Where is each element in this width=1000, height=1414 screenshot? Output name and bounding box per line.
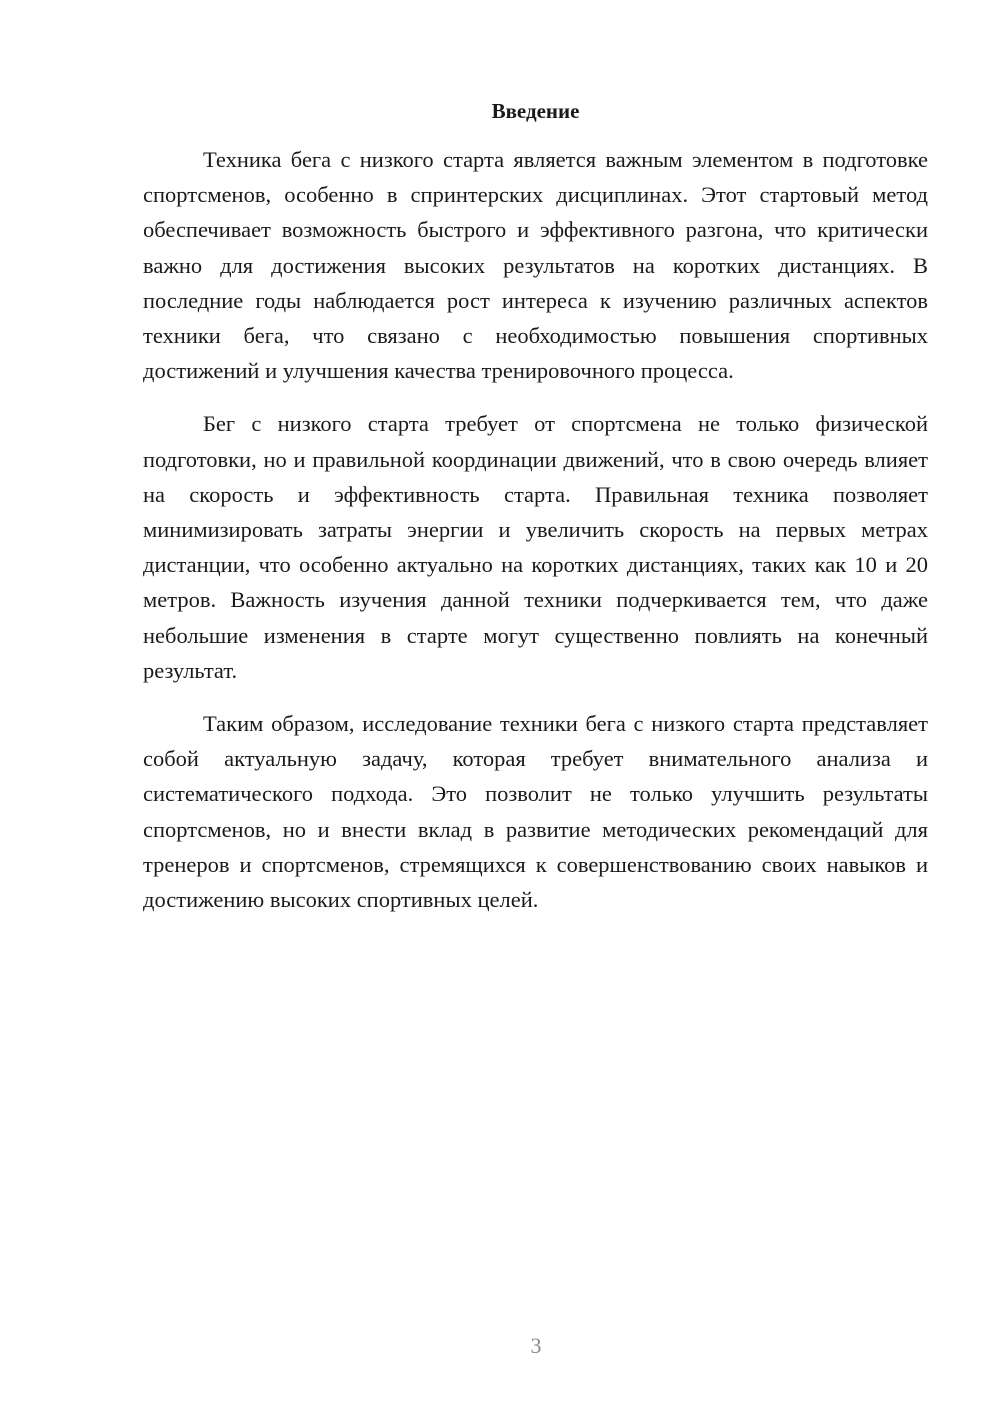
paragraph-1: Техника бега с низкого старта является важным элементом в подготовке спортсменов, особенно в спринтерских дисциплинах. Этот стартовый метод обеспечивает возможность быстрого и эффективного разгона, что критически важно для достижения высоких результатов на коротких дистанциях. В последние годы наблюдается рост интереса к изучению различных аспектов техники бега, что связано с необходимостью повышения спортивных достижений и улучшения качества тренировочного процесса.	[143, 147, 928, 384]
page-number: 3	[530, 1333, 542, 1358]
paragraph-3: Таким образом, исследование техники бега с низкого старта представляет собой актуальную задачу, которая требует внимательного анализа и систематического подхода. Это позволит не только улучшить результаты спортсменов, но и внести вклад в развитие методических рекомендаций для тренеров и спортсменов, стремящихся к совершенствованию своих навыков и достижению высоких спортивных целей.	[143, 711, 928, 913]
section-heading: Введение	[491, 99, 580, 123]
paragraph-2: Бег с низкого старта требует от спортсмена не только физической подготовки, но и правильной координации движений, что в свою очередь влияет на скорость и эффективность старта. Правильная техника позволяет минимизировать затраты энергии и увеличить скорость на первых метрах дистанции, что особенно актуально на коротких дистанциях, таких как 10 и 20 метров. Важность изучения данной техники подчеркивается тем, что даже небольшие изменения в старте могут существенно повлиять на конечный результат.	[143, 411, 928, 683]
body-text	[143, 142, 928, 935]
